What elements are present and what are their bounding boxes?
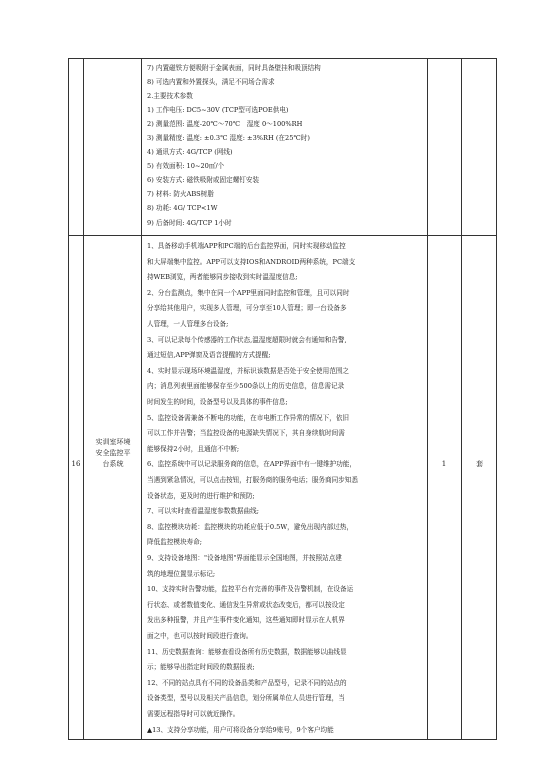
text-line: 9) 后备时间: 4G/TCP 1小时 bbox=[147, 219, 232, 227]
spec-line: 时间发生的时间，设备型号以及具体的事件信息; bbox=[147, 398, 288, 406]
spec-line: 8、监控模块功耗：监控模块的功耗应低于0.5W，避免出现内部过热， bbox=[147, 522, 354, 531]
text-line: 8) 可选内置和外置探头，满足不同场合需求 bbox=[147, 78, 275, 86]
spec-line: 面之中，也可以按时间段进行查询。 bbox=[147, 632, 253, 640]
spec-line: 当遇到紧急情况，可以点击按钮，打服务商的服务电话；服务商同步知悉 bbox=[147, 476, 358, 484]
spec-line: 需要远程指导时可以就近操作。 bbox=[147, 710, 240, 718]
spec-line: 能够保持2小时，且通信不中断; bbox=[147, 444, 240, 453]
text-line: 4) 通讯方式: 4G/TCP (网线) bbox=[147, 148, 233, 156]
unit: 套 bbox=[476, 460, 483, 468]
text-line: 6) 安装方式: 磁铁吸附或固定螺钉安装 bbox=[147, 176, 260, 184]
spec-line: 7、可以实时查看温湿度参数数据曲线; bbox=[147, 507, 259, 516]
spec-line: 6、监控系统中可以记录服务商的信息，在APP界面中有一键维护功能， bbox=[147, 460, 357, 469]
column-divider bbox=[427, 59, 428, 739]
item-name-line: 台系统 bbox=[102, 460, 124, 468]
spec-line: 设备类型，型号以及相关产品信息，划分所属单位人员进行管理，当 bbox=[147, 694, 345, 703]
text-line: 1) 工作电压: DC5~30V (TCP型可选POE供电) bbox=[147, 106, 289, 114]
spec-line: 分享给其他用户，实现多人管理，可分享至10人管理；即一台设备多 bbox=[147, 304, 347, 313]
requirements-table bbox=[68, 58, 497, 740]
text-line: 2.主要技术参数 bbox=[147, 92, 193, 100]
spec-line: 内；消息列表里面能够保存至少500条以上的历史信息，信息需记录 bbox=[147, 382, 345, 391]
quantity: 1 bbox=[441, 460, 447, 468]
spec-line: 1、具备移动手机端APP和PC端的后台监控界面，同时实现移动监控 bbox=[147, 242, 346, 250]
column-divider bbox=[83, 59, 84, 739]
row-divider bbox=[69, 235, 496, 236]
spec-line: 降低监控模块寿命; bbox=[147, 538, 202, 547]
spec-line: 和大屏端集中监控。APP可以支持IOS和ANDROID两种系统，PC端支 bbox=[147, 257, 356, 266]
text-line: 7) 内置磁铁方便吸附于金属表面，同时具备壁挂和吸顶结构 bbox=[147, 64, 321, 72]
column-divider bbox=[141, 59, 142, 739]
spec-line: 行状态、或者数值变化、通信发生异常或状态改变后，都可以按设定 bbox=[147, 600, 345, 609]
spec-line: 4、实时显示现场环境温湿度，并标识该数据是否处于安全使用范围之 bbox=[147, 366, 350, 375]
row-index: 16 bbox=[71, 460, 81, 468]
column-divider bbox=[461, 59, 462, 739]
spec-line: 筑的地理位置显示标记; bbox=[147, 569, 216, 578]
spec-line: 设备状态，更及时的进行维护和预防; bbox=[147, 491, 255, 500]
text-line: 8) 功耗: 4G/ TCP<1W bbox=[147, 204, 218, 212]
spec-line: 通过短信,APP弹窗及语音提醒的方式提醒; bbox=[147, 351, 271, 360]
spec-line: 可以工作并告警；当监控设备的电源缺失情况下，其自身续航时间需 bbox=[147, 429, 345, 438]
item-name-line: 实训室环境 bbox=[95, 438, 131, 446]
spec-line: 示；能够导出指定时间段的数据报表; bbox=[147, 663, 255, 672]
text-line: 3) 测量精度: 温度: ±0.3℃ 湿度: ±3%RH (在25℃时) bbox=[147, 134, 310, 142]
spec-line: 持WEB浏览，两者能够同步接收到实时温湿度信息; bbox=[147, 273, 298, 282]
item-name bbox=[85, 437, 141, 470]
spec-line: 3、可以记录每个传感器的工作状态,温湿度超限时就会有通知和告警, bbox=[147, 335, 347, 344]
spec-line: 人管理，一人管理多台设备; bbox=[147, 320, 229, 328]
spec-line: 2、分台监测点，集中在同一个APP里面同时监控和管理，且可以同时 bbox=[147, 288, 350, 297]
text-line: 2) 测量范围: 温度-20℃～70℃ 湿度 0～100%RH bbox=[147, 120, 303, 128]
spec-line: ▲13、支持分享功能，用户可将设备分享给9账号，9个客户均能 bbox=[147, 725, 334, 734]
spec-line: 12、不同的站点具有不同的设备品类和产品型号，记录不同的站点的 bbox=[147, 678, 347, 687]
spec-line: 发出多种报警，并且产生事件变化通知，这些通知即时显示在人机界 bbox=[147, 616, 345, 625]
spec-line: 5、监控设备需兼备不断电的功能，在市电断工作异常的情况下，依旧 bbox=[147, 413, 350, 422]
item-name-line: 安全监控平 bbox=[95, 449, 131, 457]
spec-line: 10、支持实时告警功能，监控平台有完善的事件及告警机制，在设备运 bbox=[147, 585, 354, 594]
spec-line: 11、历史数据查询：能够查看设备所有历史数据，数据能够以曲线显 bbox=[147, 647, 347, 656]
spec-line: 9、支持设备地图："设备地图"界面能显示全国地图，并按照站点建 bbox=[147, 554, 342, 562]
text-line: 5) 有效面积: 10~20㎡/个 bbox=[147, 162, 225, 170]
text-line: 7) 材料: 防火ABS树脂 bbox=[147, 190, 214, 198]
